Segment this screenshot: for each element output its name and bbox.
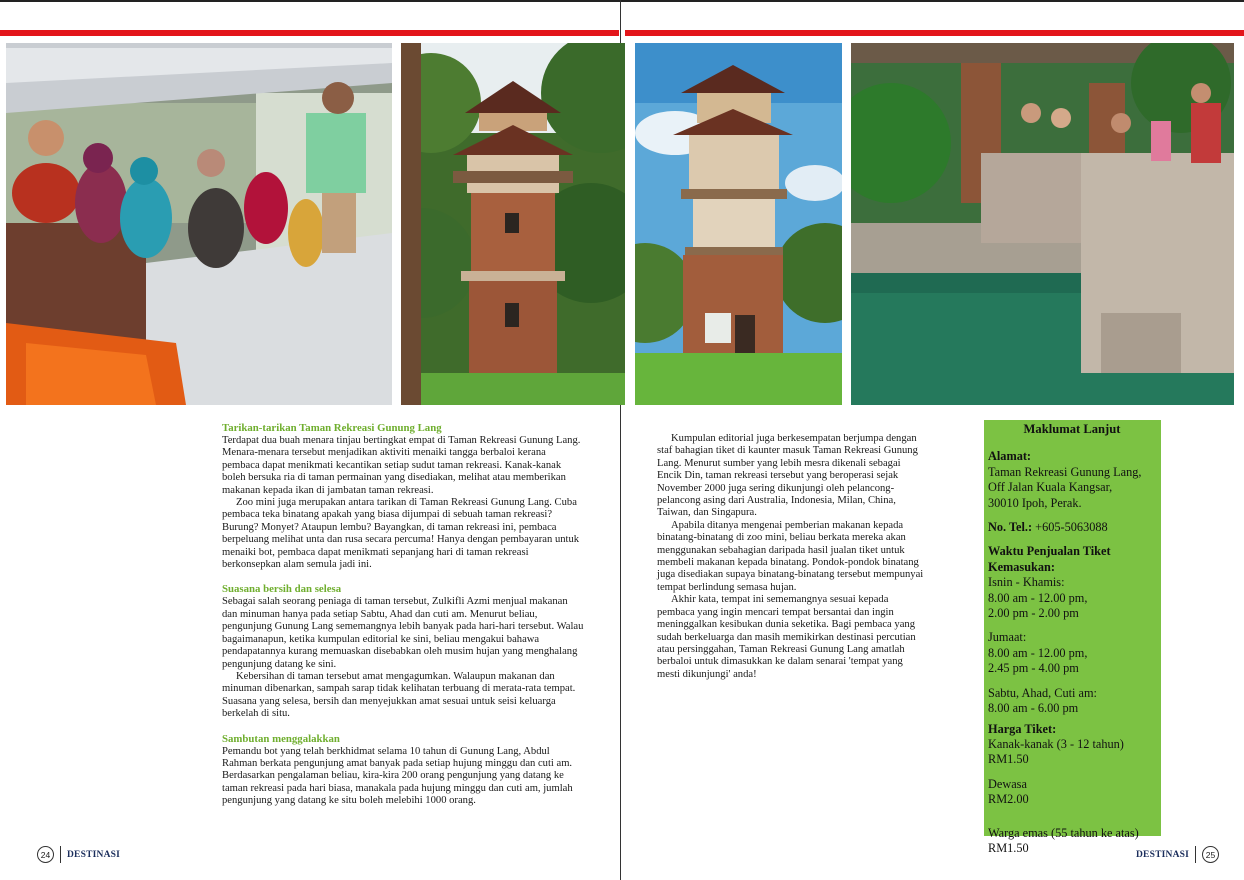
section-heading: Tarikan-tarikan Taman Rekreasi Gunung Lang xyxy=(222,422,442,434)
hours-time: 8.00 am - 6.00 pm xyxy=(988,701,1079,716)
paragraph: Apabila ditanya mengenai pemberian makanan kepada binatang-binatang di zoo mini, beliau berkata mereka akan menggunakan sebahagian daripada hasil jualan tiket untuk membeli makanan kepada binatang. Pondok-pondok binatang juga disediakan supaya binatang-binatang tersebut mempunyai tempat berlindung semasa hujan. xyxy=(657,519,924,593)
paragraph: Terdapat dua buah menara tinjau bertingkat empat di Taman Rekreasi Gunung Lang. Menara-menara tersebut menjadikan aktiviti menaiki tangga berbaloi kerana pembaca dapat menikmati kecantikan setiap sudut taman rekreasi. Kanak-kanak boleh bersuka ria di taman permainan yang disediakan, melihat atau memberikan makanan kepada ikan di jambatan taman rekreasi. xyxy=(222,435,581,496)
right-article-column xyxy=(657,433,927,681)
page-number: 24 xyxy=(37,846,54,863)
magazine-brand: DESTINASI xyxy=(1136,849,1190,860)
address-line: 30010 Ipoh, Perak. xyxy=(988,495,1082,510)
page-number: 25 xyxy=(1202,846,1219,863)
magazine-brand: DESTINASI xyxy=(67,849,121,860)
address-line: Off Jalan Kuala Kangsar, xyxy=(988,480,1113,495)
address-label: Alamat: xyxy=(988,449,1032,464)
fish-pond-bridge-photo xyxy=(851,43,1234,405)
hours-label: Waktu Penjualan Tiket xyxy=(988,544,1111,559)
right-footer xyxy=(1136,846,1219,863)
hours-time: 8.00 am - 12.00 pm, xyxy=(988,590,1088,605)
address-line: Taman Rekreasi Gunung Lang, xyxy=(988,464,1142,479)
hours-day: Sabtu, Ahad, Cuti am: xyxy=(988,685,1097,700)
footer-divider xyxy=(60,846,61,863)
right-tower-photo xyxy=(635,43,842,405)
left-footer xyxy=(37,846,120,863)
price-label: Harga Tiket: xyxy=(988,721,1057,736)
price-category: Dewasa xyxy=(988,776,1027,791)
right-red-rule xyxy=(625,30,1244,36)
paragraph: Sebagai salah seorang peniaga di taman tersebut, Zulkifli Azmi menjual makanan dan minuman hanya pada setiap Sabtu, Ahad dan cuti am. Menurut beliau, pengunjung Gunung Lang sememangnya lebih banyak pada hari-hari tersebut. Walau bagaimanapun, ketika kumpulan editorial ke sini, beliau mengakui bahawa pendapatannya kurang memuaskan disebabkan oleh musim hujan yang menghalang pengunjung datang ke sini. xyxy=(222,596,584,670)
paragraph: Kebersihan di taman tersebut amat mengagumkan. Walaupun makanan dan minuman dibenarkan, sampah sarap tidak kelihatan terbuang di merata-rata tempat. Suasana yang selesa, bersih dan menyejukkan amat sesuai untuk seisi keluarga berkelah di situ. xyxy=(222,670,576,720)
left-tower-photo xyxy=(401,43,625,405)
footer-divider xyxy=(1195,846,1196,863)
info-box xyxy=(984,420,1161,855)
hours-label: Kemasukan: xyxy=(988,559,1055,574)
left-red-rule xyxy=(0,30,619,36)
paragraph: Zoo mini juga merupakan antara tarikan di Taman Rekreasi Gunung Lang. Cuba pembaca teka binatang apakah yang biasa dijumpai di sebuah taman rekreasi? Burung? Monyet? Ataupun lembu? Bayangkan, di taman rekreasi ini, pembaca berpeluang melihat unta dan rusa secara percuma! Hanya dengan pembayaran untuk menaiki bot, pembaca dapat menikmati sepanjang hari di taman rekreasi berkonsepkan alam semula jadi ini. xyxy=(222,497,580,571)
hours-day: Isnin - Khamis: xyxy=(988,575,1065,590)
price-value: RM1.50 xyxy=(988,752,1029,767)
hours-time: 2.00 pm - 2.00 pm xyxy=(988,606,1079,621)
paragraph: Pemandu bot yang telah berkhidmat selama 10 tahun di Gunung Lang, Abdul Rahman berkata pengunjung amat banyak pada setiap hujung minggu dan cuti am. Berdasarkan pengalaman beliau, kira-kira 200 orang pengunjung yang datang ke taman rekreasi pada hari biasa, manakala pada hujung minggu dan cuti am, jumlah pengunjung yang datang ke situ boleh melebihi 1000 orang. xyxy=(222,745,573,807)
paragraph: Akhir kata, tempat ini sememangnya sesuai kepada pembaca yang ingin mencari tempat bersantai dan ingin meninggalkan kesibukan dunia seketika. Bagi pembaca yang sudah berkeluarga dan masih memikirkan destinasi percutian atau persinggahan, Taman Rekreasi Gunung Lang amatlah berbaloi untuk dimasukkan ke dalam senarai 'tempat yang mesti dikunjungi' anda! xyxy=(657,594,916,680)
phone-number: +605-5063088 xyxy=(1032,520,1108,535)
info-box-title: Maklumat Lanjut xyxy=(1023,422,1121,436)
section-heading: Suasana bersih dan selesa xyxy=(222,583,342,596)
hours-day: Jumaat: xyxy=(988,630,1027,645)
price-value: RM2.00 xyxy=(988,792,1029,807)
hours-time: 8.00 am - 12.00 pm, xyxy=(988,645,1088,660)
price-category: Warga emas (55 tahun ke atas) xyxy=(988,825,1139,840)
page-top-border xyxy=(0,0,1244,2)
price-category: Kanak-kanak (3 - 12 tahun) xyxy=(988,736,1124,751)
boat-ride-photo xyxy=(6,43,392,405)
paragraph: Kumpulan editorial juga berkesempatan berjumpa dengan staf bahagian tiket di kaunter masuk Taman Rekreasi Gunung Lang. Menurut sumber yang lebih mesra dikenali sebagai Encik Din, taman rekreasi tersebut yang beroperasi sejak November 2000 juga sering dikunjungi oleh pelancong-pelancong asing dari Australia, Indonesia, Milan, China, Taiwan, dan Singapura. xyxy=(657,433,918,519)
hours-time: 2.45 pm - 4.00 pm xyxy=(988,661,1079,676)
section-heading: Sambutan menggalakkan xyxy=(222,732,340,745)
left-article-column xyxy=(222,422,584,808)
price-value: RM1.50 xyxy=(988,840,1029,855)
phone-label: No. Tel.: xyxy=(988,520,1033,535)
